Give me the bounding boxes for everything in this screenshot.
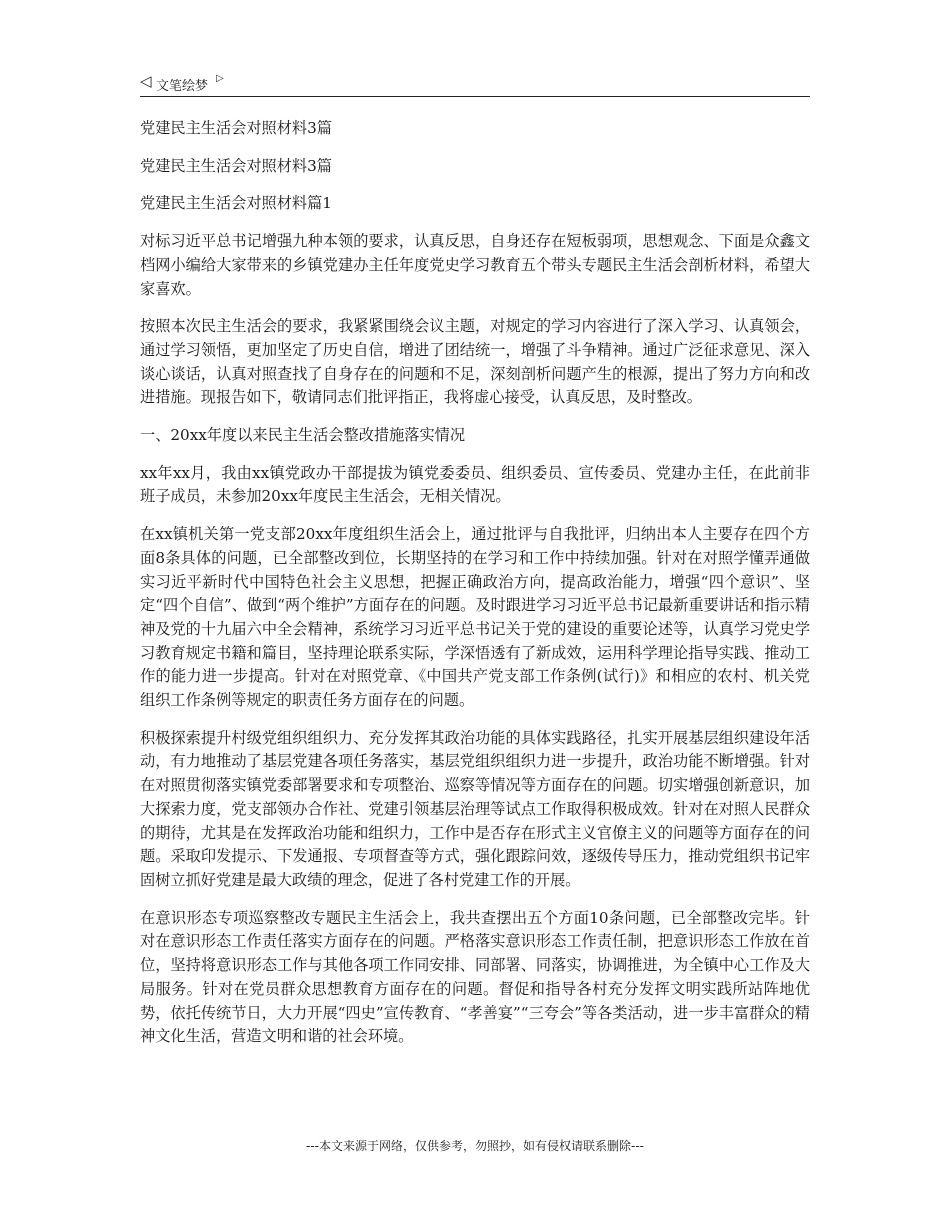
page-header [140, 72, 810, 97]
left-triangle-icon: ◁ [140, 72, 152, 90]
doc-subtitle: 党建民主生活会对照材料3篇 [140, 156, 332, 175]
right-triangle-icon: ▷ [216, 73, 224, 84]
doc-title: 党建民主生活会对照材料3篇 [140, 119, 332, 137]
brand-name: 文笔绘梦 [156, 79, 209, 94]
paragraph: 按照本次民主生活会的要求，我紧紧围绕会议主题，对规定的学习内容进行了深入学习、认真领会，通过学习领悟，更加坚定了历史自信，增进了团结统一，增强了斗争精神。通过广泛征求意见、深入谈心谈话，认真对照查找了自身存在的问题和不足，深刻剖析问题产生的根源，提出了努力方向和改进措施。现报告如下，敬请同志们批评指正，我将虚心接受，认真反思，及时整改。 [140, 317, 810, 407]
paragraph: 对标习近平总书记增强九种本领的要求，认真反思，自身还存在短板弱项，思想观念、下面是众鑫文档网小编给大家带来的乡镇党建办主任年度党史学习教育五个带头专题民主生活会剖析材料，希望大家喜欢。 [140, 232, 810, 298]
paragraph: xx年xx月，我由xx镇党政办干部提拔为镇党委委员、组织委员、宣传委员、党建办主任，在此前非班子成员，未参加20xx年度民主生活会，无相关情况。 [140, 463, 810, 506]
footer-disclaimer: ---本文来源于网络，仅供参考，勿照抄，如有侵权请联系删除--- [306, 1139, 644, 1153]
paragraph: 积极探索提升村级党组织组织力、充分发挥其政治功能的具体实践路径，扎实开展基层组织建设年活动，有力地推动了基层党建各项任务落实，基层党组织组织力进一步提升，政治功能不断增强。针对在对照贯彻落实镇党委部署要求和专项整治、巡察等情况等方面存在的问题。切实增强创新意识，加大探索力度，党支部领办合作社、党建引领基层治理等试点工作取得积极成效。针对在对照人民群众的期待，尤其是在发挥政治功能和组织力，工作中是否存在形式主义官僚主义的问题等方面存在的问题。采取印发提示、下发通报、专项督查等方式，强化跟踪问效，逐级传导压力，推动党组织书记牢固树立抓好党建是最大政绩的理念，促进了各村党建工作的开展。 [140, 728, 810, 889]
section-heading: 一、20xx年度以来民主生活会整改措施落实情况 [140, 426, 466, 445]
document-body [140, 117, 810, 1063]
paragraph: 在意识形态专项巡察整改专题民主生活会上，我共查摆出五个方面10条问题，已全部整改完毕。针对在意识形态工作责任落实方面存在的问题。严格落实意识形态工作责任制，把意识形态工作放在首位，坚持将意识形态工作与其他各项工作同安排、同部署、同落实，协调推进，为全镇中心工作及大局服务。针对在党员群众思想教育方面存在的问题。督促和指导各村充分发挥文明实践所站阵地优势，依托传统节日，大力开展“四史”宣传教育、“孝善宴”“三夸会”等各类活动，进一步丰富群众的精神文化生活，营造文明和谐的社会环境。 [140, 908, 810, 1046]
section-title: 党建民主生活会对照材料篇1 [140, 194, 332, 213]
paragraph: 在xx镇机关第一党支部20xx年度组织生活会上，通过批评与自我批评，归纳出本人主要存在四个方面8条具体的问题，已全部整改到位，长期坚持的在学习和工作中持续加强。针对在对照学懂弄通做实习近平新时代中国特色社会主义思想，把握正确政治方向，提高政治能力，增强“四个意识”、坚定“四个自信”、做到“两个维护”方面存在的问题。及时跟进学习习近平总书记最新重要讲话和指示精神及党的十九届六中全会精神，系统学习习近平总书记关于党的建设的重要论述等，认真学习党史学习教育规定书籍和篇目，坚持理论联系实际，学深悟透有了新成效，运用科学理论指导实践、推动工作的能力进一步提高。针对在对照党章、《中国共产党支部工作条例(试行)》和相应的农村、机关党组织工作条例等规定的职责任务方面存在的问题。 [140, 525, 810, 710]
